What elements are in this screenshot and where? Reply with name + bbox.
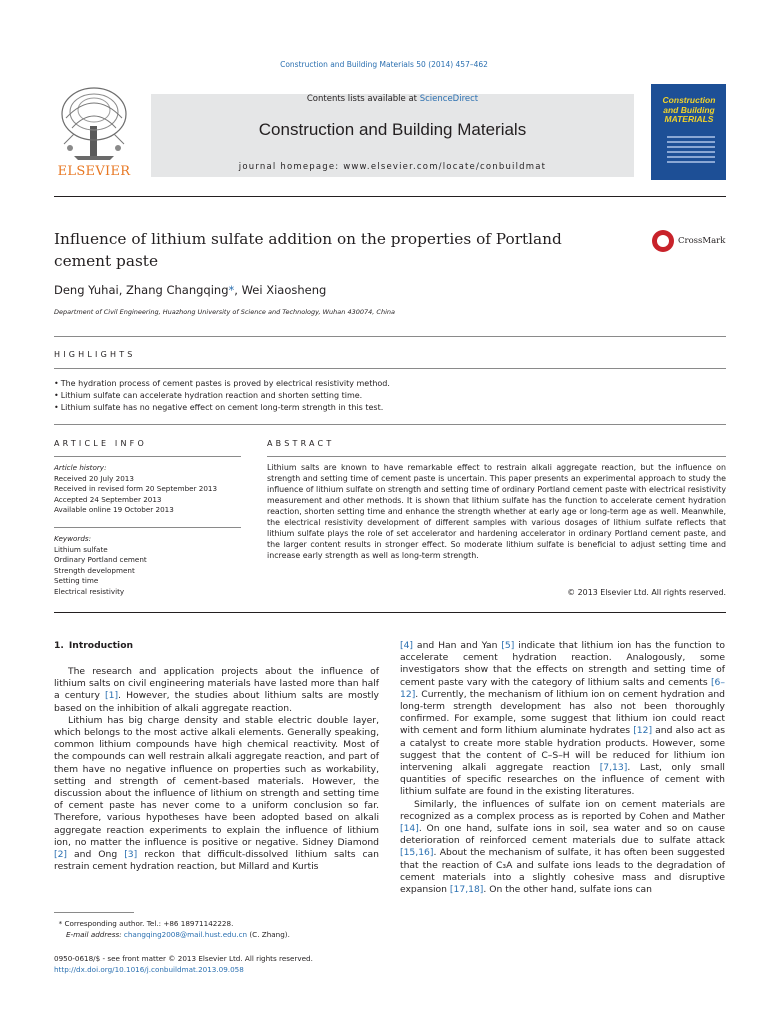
journal-banner xyxy=(151,94,634,177)
paragraph xyxy=(400,640,725,799)
corresponding-author-mark[interactable]: * xyxy=(228,283,235,297)
keyword-item: Strength development xyxy=(54,565,135,575)
contents-prefix: Contents lists available at xyxy=(306,94,420,104)
journal-homepage xyxy=(151,162,634,172)
footnote-mark: * xyxy=(58,919,63,928)
text-run: and Han and Yan xyxy=(413,640,502,651)
sciencedirect-link[interactable]: ScienceDirect xyxy=(419,94,479,104)
footnote xyxy=(54,918,379,940)
body-column-right xyxy=(400,640,725,896)
citation-ref[interactable]: [7,13] xyxy=(599,762,628,774)
text-run: and Ong xyxy=(67,849,125,861)
keyword-item: Ordinary Portland cement xyxy=(54,555,147,564)
crossmark-icon xyxy=(652,230,674,252)
paragraph xyxy=(54,715,379,874)
highlights-bottom-divider xyxy=(54,368,726,369)
footnote-divider xyxy=(54,912,134,913)
text-run: and also act as a catalyst to create more stable hydration products. However, some suggest that the content of C–S–H will be reduced for lithium ion intervening alkali aggregate reaction xyxy=(400,725,726,774)
history-received: Received 20 July 2013 xyxy=(54,473,134,483)
text-run: Lithium has big charge density and stable electric double layer, which belongs to the most active alkali elements. Generally speaking, common lithium compounds have high chemical reactivity. Most of the compounds can well restrain alkali aggregate reaction, and part of them have no negative influence on properties such as workability, setting and strength of cement-based materials. However, the discussion about the influence of lithium on strength and setting time of cement paste has never come to a uniform conclusion so far. Therefore, various hypotheses have been adopted based on alkali aggregate reaction experiments to explain the influence of lithium ion, no matter the influence is positive or negative. Sidney Diamond xyxy=(54,714,379,848)
citation-ref[interactable]: [1] xyxy=(105,690,119,702)
paragraph xyxy=(400,799,725,897)
highlight-item: • Lithium sulfate has no negative effect on cement long-term strength in this test. xyxy=(54,402,726,414)
citation-ref[interactable]: [12] xyxy=(633,725,653,737)
citation-ref[interactable]: [5] xyxy=(501,640,515,651)
keywords-label: Keywords: xyxy=(54,534,92,543)
author-list xyxy=(54,283,326,297)
highlight-item: • Lithium sulfate can accelerate hydration reaction and shorten setting time. xyxy=(54,390,726,402)
highlights-top-divider xyxy=(54,336,726,337)
citation-ref[interactable]: [15,16] xyxy=(400,847,434,859)
citation-ref[interactable]: [6–12] xyxy=(400,676,725,700)
keywords xyxy=(54,534,241,597)
abstract-heading: ABSTRACT xyxy=(267,439,335,448)
doi-link[interactable]: http://dx.doi.org/10.1016/j.conbuildmat.2013.09.058 xyxy=(54,965,244,974)
email-label: E-mail address: xyxy=(66,930,124,939)
body-column-left xyxy=(54,666,379,873)
abstract-copyright: © 2013 Elsevier Ltd. All rights reserved. xyxy=(567,588,726,597)
crossmark-label: CrossMark xyxy=(678,236,726,246)
header-divider xyxy=(54,196,726,197)
keyword-item: Lithium sulfate xyxy=(54,544,108,554)
text-run: . On the other hand, sulfate ions can xyxy=(483,884,652,896)
section-heading-introduction xyxy=(54,640,133,651)
author-affiliation: Department of Civil Engineering, Huazhong University of Science and Technology, Wuhan 430074, China xyxy=(54,308,395,316)
info-heading-divider xyxy=(54,456,241,457)
publisher-name: ELSEVIER xyxy=(57,164,131,179)
authors-names: Deng Yuhai, Zhang Changqing xyxy=(54,283,229,297)
highlight-item: • The hydration process of cement pastes is proved by electrical resistivity method. xyxy=(54,378,726,390)
cover-title: Construction and Building MATERIALS xyxy=(662,95,716,124)
text-run: Similarly, the influences of sulfate ion on cement materials are recognized as a complex process as is reported by Cohen and Mather xyxy=(400,798,725,822)
cover-decoration xyxy=(667,136,715,166)
keywords-divider xyxy=(54,527,241,528)
body-divider xyxy=(54,612,726,613)
crossmark-button[interactable] xyxy=(652,228,732,256)
homepage-prefix: journal homepage: xyxy=(238,162,344,172)
journal-title: Construction and Building Materials xyxy=(258,120,527,139)
keyword-item: Electrical resistivity xyxy=(54,586,125,596)
journal-header xyxy=(54,84,726,180)
citation-ref[interactable]: [2] xyxy=(54,849,68,861)
highlights-list xyxy=(54,378,726,414)
journal-cover[interactable] xyxy=(651,84,726,180)
email-tail: (C. Zhang). xyxy=(247,930,290,939)
text-run: . However, the studies about lithium salts are mostly based on the inhibition of alkali aggregate reaction. xyxy=(54,690,379,714)
authors-tail: , Wei Xiaosheng xyxy=(234,283,327,297)
text-run: The research and application projects about the influence of lithium salts on civil engineering materials have lasted more than half a century xyxy=(54,666,379,702)
text-run: . About the mechanism of sulfate, it has often been suggested that the reaction of C₃A and sulfate ions leads to the degradation of cement materials into a slightly cohesive mass and disruptive expansion xyxy=(400,847,725,896)
article-history xyxy=(54,463,241,516)
text-run: . Currently, the mechanism of lithium ion on cement hydration and long-term strength development has also not been thoroughly confirmed. For example, some suggest that lithium ion could react with cement and form lithium aluminate hydrates xyxy=(400,688,725,737)
citation-ref[interactable]: [4] xyxy=(400,640,414,651)
abstract-heading-divider xyxy=(267,456,726,457)
history-label: Article history: xyxy=(54,463,107,472)
info-top-divider xyxy=(54,424,726,425)
section-number: 1. xyxy=(54,640,64,651)
history-online: Available online 19 October 2013 xyxy=(54,505,174,514)
text-run: reckon that difficult-dissolved lithium salts can restrain cement hydration reaction, but Millard and Kurtis xyxy=(54,849,379,873)
article-info-heading: ARTICLE INFO xyxy=(54,439,147,448)
citation-ref[interactable]: [17,18] xyxy=(449,884,484,896)
article-title: Influence of lithium sulfate addition on the properties of Portland cement paste xyxy=(54,230,562,270)
elsevier-tree-icon xyxy=(54,84,134,162)
paragraph xyxy=(54,666,379,715)
citation-ref[interactable]: [14] xyxy=(400,823,419,835)
journal-citation[interactable]: Construction and Building Materials 50 (2014) 457–462 xyxy=(280,60,488,69)
elsevier-logo xyxy=(54,84,134,180)
citation-ref[interactable]: [3] xyxy=(124,849,138,861)
page-footer xyxy=(54,953,313,975)
history-accepted: Accepted 24 September 2013 xyxy=(54,494,162,504)
highlights-heading: HIGHLIGHTS xyxy=(54,350,136,359)
section-title: Introduction xyxy=(68,640,134,651)
footnote-email xyxy=(54,929,379,940)
abstract-text: Lithium salts are known to have remarkable effect to restrain alkali aggregate reaction, but the influence on strength and setting time of cement paste is uncertain. This paper presents an experimental approach to study the influence of lithium sulfate on strength and setting time of ordinary Portland cement paste with electrical resistivity measurement and other methods. It is shown that lithium sulfate has the function to accelerate cement hydration reaction, shorten setting time and enhance the strength whether at early age or long-term age as well. Meanwhile, the electrical resistivity development of different samples with various dosages of lithium sulfate reflects that lithium sulfate plays the role of set accelerator and hardening accelerator in ordinary Portland cement paste, and the larger content results in stronger effect. So moderate lithium sulfate is beneficial to adjust setting time and increase early strength as well as long-term strength. xyxy=(267,463,726,560)
footnote-text: Corresponding author. Tel.: +86 18971142228. xyxy=(62,919,234,928)
text-run: indicate that lithium ion has the function to accelerate cement hydration reaction. Analogously, some investigators show that the effects on strength and setting time of cement paste vary with the category of lithium salts and cements xyxy=(400,640,725,688)
text-run: . Last, only small quantities of specific researches on the influence of cement with lithium sulfate are found in the existing literatures. xyxy=(400,762,725,798)
footnote-corresponding xyxy=(54,918,379,929)
issn-line: 0950-0618/$ - see front matter © 2013 Elsevier Ltd. All rights reserved. xyxy=(54,954,313,963)
history-revised: Received in revised form 20 September 2013 xyxy=(54,484,218,493)
text-run: . On one hand, sulfate ions in soil, sea water and so on cause deterioration of reinforced cement materials due to sulfate attack xyxy=(400,823,725,847)
homepage-link[interactable]: www.elsevier.com/locate/conbuildmat xyxy=(343,162,547,172)
email-link[interactable]: changqing2008@mail.hust.edu.cn xyxy=(123,930,248,939)
contents-line xyxy=(151,94,634,104)
keyword-item: Setting time xyxy=(54,576,99,585)
